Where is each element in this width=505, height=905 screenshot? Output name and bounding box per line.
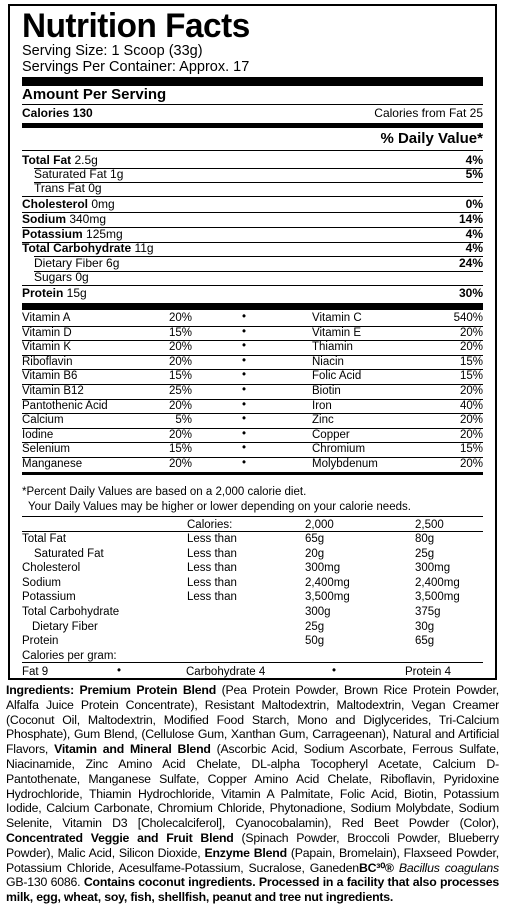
divider: [22, 413, 483, 414]
bullet: •: [242, 427, 247, 440]
vitamin-name: Molybdenum: [312, 458, 378, 470]
vitamin-daily-value: 15%: [459, 355, 483, 368]
vitamin-daily-value: 15%: [459, 443, 483, 456]
vitamin-name: Zinc: [312, 414, 334, 427]
bullet: •: [242, 325, 247, 338]
vitamin-daily-value: 20%: [168, 341, 192, 354]
nutrient-daily-value: 4%: [465, 153, 483, 167]
table-row-name: Saturated Fat: [34, 547, 104, 560]
nutrient-name: Sodium: [22, 212, 66, 226]
table-row-value-2500: 300mg: [415, 562, 451, 575]
table-row-value-2000: 50g: [305, 635, 325, 648]
bullet: •: [242, 384, 247, 396]
calories-value: 130: [72, 106, 93, 120]
table-row-name: Total Carbohydrate: [22, 606, 120, 618]
table-row-comparison: Less than: [187, 562, 237, 575]
vitamin-daily-value: 15%: [168, 326, 192, 339]
vitamin-name: Copper: [312, 428, 350, 441]
daily-value-header: % Daily Value*: [380, 130, 483, 147]
divider: [22, 340, 483, 341]
bullet: •: [242, 369, 247, 382]
table-row-value-2500: 65g: [415, 635, 435, 648]
bullet: •: [332, 665, 337, 677]
divider: [22, 531, 483, 532]
divider: [22, 384, 483, 385]
vitamin-name: Vitamin C: [312, 312, 362, 324]
thick-divider: [22, 303, 483, 310]
table-row-value-2000: 65g: [305, 533, 325, 545]
vitamin-name: Selenium: [22, 443, 70, 456]
ingredient-text: (Papain, Bromelain), Flaxseed Powder, Potassium Chloride, Acesulfame-Potassium, Sucralose, Ganeden: [6, 845, 499, 875]
divider: [22, 285, 483, 286]
nutrient-label: [34, 168, 123, 181]
nutrient-label: [22, 287, 87, 300]
table-row-value-2500: 30g: [415, 620, 435, 633]
nutrient-label: [22, 242, 154, 255]
nutrient-daily-value: 14%: [458, 212, 483, 226]
divider: [22, 355, 483, 356]
vitamin-name: Iron: [312, 399, 332, 412]
footnote-daily-values: *Percent Daily Values are based on a 2,000 calorie diet.: [22, 486, 307, 498]
bullet: •: [242, 442, 247, 455]
nutrient-name: Sugars: [34, 270, 73, 284]
table-row-name: Potassium: [22, 591, 76, 604]
vitamin-daily-value: 15%: [459, 370, 483, 383]
vitamin-name: Vitamin K: [22, 341, 72, 354]
vitamin-name: Folic Acid: [312, 370, 362, 383]
ingredient-bold-text: Vitamin and Mineral Blend: [54, 742, 211, 757]
table-row-value-2500: 25g: [415, 547, 435, 560]
bullet: •: [242, 398, 247, 411]
nutrient-label: [34, 257, 119, 270]
divider: [34, 271, 483, 272]
nutrient-amount: 0g: [72, 270, 89, 284]
ingredient-bold-text: Ingredients: Premium Protein Blend: [6, 683, 217, 697]
nutrient-amount: 15g: [63, 286, 87, 300]
table-row-value-2000: 3,500mg: [305, 591, 350, 604]
bullet: •: [117, 665, 122, 677]
table-row-name: Cholesterol: [22, 562, 81, 575]
nutrient-daily-value: 4%: [465, 241, 483, 255]
nutrient-label: [34, 271, 89, 284]
nutrient-label: [34, 182, 102, 195]
table-row-name: Total Fat: [22, 533, 67, 545]
table-row-value-2500: 2,400mg: [415, 576, 460, 589]
nutrient-amount: 2.5g: [71, 153, 98, 167]
table-row-value-2000: 2,400mg: [305, 576, 350, 589]
table-row-value-2000: 20g: [305, 547, 325, 560]
nutrient-daily-value: 4%: [465, 227, 483, 241]
vitamin-daily-value: 540%: [453, 312, 483, 324]
ingredient-bold-text: Enzyme Blend: [204, 845, 287, 860]
table-row-value-2000: 300mg: [305, 562, 341, 575]
vitamin-name: Biotin: [312, 385, 341, 397]
ingredient-text: (Ascorbic Acid, Sodium Ascorbate, Ferrous Sulfate, Niacinamide, Zinc Amino Acid Chelate, DL-alpha Tocopheryl Acetate, Calcium D-Pantothenate, Manganese Sulfate, Copper Amino Acid Chelate, Riboflavin, Pyridoxine Hydrochloride, Thiamin Hydrochloride, Vitamin A Palmitate, Folic Acid, Biotin, Potassium Iodide, Calcium Carbonate, Chromium Chloride, Phytonadione, Sodium Molybdate, Sodium Selenite, Vitamin D3 [Cholecalciferol], Cyanocobalamin), Red Beet Powder (Color),: [6, 742, 500, 831]
vitamin-name: Calcium: [22, 414, 64, 427]
calories-per-gram-carb: Carbohydrate 4: [186, 666, 266, 678]
vitamin-daily-value: 20%: [459, 385, 483, 397]
table-row-value-2000: 25g: [305, 620, 325, 633]
ingredient-text: (Pea Protein Powder, Brown Rice Protein Powder, Alfalfa Juice Protein Concentrate), Resistant Maltodextrin, Maltodextrin, Vegan Creamer (Coconut Oil, Maltodextrin, Modified Food Starch, Mono and Diglycerides, Tri-Calcium Phosphate), Gum Blend, (Cellulose Gum, Xanthan Gum, Carrageenan), Natural and Artificial Flavors,: [6, 683, 499, 757]
ingredient-bold-text: Contains coconut ingredients. Processed in a facility that also processes milk, egg, wheat, soy, fish, shellfish, peanut and tree nut ingredients.: [6, 875, 499, 905]
nutrition-facts-title: Nutrition Facts: [22, 7, 250, 45]
nutrient-daily-value: 30%: [458, 286, 483, 300]
bullet: •: [242, 311, 247, 323]
vitamin-name: Niacin: [312, 355, 344, 368]
divider: [22, 662, 483, 663]
vitamin-daily-value: 20%: [168, 355, 192, 368]
vitamin-daily-value: 5%: [175, 414, 192, 427]
table-row-value-2000: 300g: [305, 606, 331, 618]
vitamin-name: Vitamin A: [22, 312, 71, 324]
vitamin-daily-value: 20%: [459, 414, 483, 427]
calories-per-gram-label: Calories per gram:: [22, 650, 117, 662]
nutrient-name: Cholesterol: [22, 197, 89, 211]
vitamin-daily-value: 20%: [459, 428, 483, 441]
vitamin-name: Pantothenic Acid: [22, 399, 108, 412]
vitamin-daily-value: 20%: [459, 458, 483, 470]
ingredient-text: (Spinach Powder, Broccoli Powder, Blueberry Powder), Malic Acid, Silicon Dioxide,: [6, 830, 499, 860]
vitamin-name: Vitamin B12: [22, 385, 84, 397]
vitamin-daily-value: 25%: [168, 385, 192, 397]
nutrient-amount: 1g: [106, 167, 124, 181]
table-row-value-2500: 375g: [415, 606, 441, 618]
footnote-calorie-needs: Your Daily Values may be higher or lower depending on your calorie needs.: [28, 501, 411, 513]
calories-label: Calories: [22, 106, 70, 120]
vitamin-name: Thiamin: [312, 341, 353, 354]
vitamin-daily-value: 15%: [168, 370, 192, 383]
nutrient-name: Saturated Fat: [34, 167, 107, 181]
servings-per-container: Servings Per Container: Approx. 17: [22, 59, 250, 75]
ingredient-text: Bacillus coagulans: [393, 860, 499, 875]
nutrient-amount: 11g: [131, 241, 154, 255]
vitamin-daily-value: 20%: [459, 326, 483, 339]
vitamin-name: Vitamin B6: [22, 370, 78, 383]
nutrient-label: [22, 154, 98, 167]
nutrient-label: [22, 213, 106, 226]
serving-size: Serving Size: 1 Scoop (33g): [22, 43, 203, 59]
divider: [22, 326, 483, 327]
medium-divider: [22, 472, 483, 475]
table-row-comparison: Less than: [187, 576, 237, 589]
calories-per-gram-protein: Protein 4: [405, 666, 452, 678]
vitamin-daily-value: 20%: [168, 458, 192, 470]
nutrient-amount: 0g: [84, 181, 102, 195]
nutrient-name: Dietary Fiber: [34, 256, 103, 270]
vitamin-daily-value: 20%: [168, 428, 192, 441]
bullet: •: [242, 340, 247, 353]
nutrient-label: [22, 228, 123, 241]
medium-divider: [22, 123, 483, 128]
divider: [22, 442, 483, 443]
nutrient-daily-value: 0%: [465, 197, 483, 211]
nutrient-amount: 6g: [102, 256, 120, 270]
vitamin-name: Vitamin D: [22, 326, 72, 339]
divider: [22, 150, 483, 151]
bullet: •: [242, 457, 247, 469]
calories-from-fat: Calories from Fat 25: [374, 106, 483, 120]
nutrient-label: [22, 198, 115, 211]
nutrition-facts-panel: [8, 4, 497, 680]
divider: [22, 369, 483, 370]
table-row-comparison: Less than: [187, 547, 237, 560]
amount-per-serving: Amount Per Serving: [22, 86, 167, 103]
table-row-name: Protein: [22, 635, 59, 648]
vitamin-daily-value: 20%: [459, 341, 483, 354]
vitamin-daily-value: 20%: [168, 399, 192, 412]
vitamin-name: Iodine: [22, 428, 54, 441]
table-row-value-2500: 3,500mg: [415, 591, 460, 604]
vitamin-name: Chromium: [312, 443, 366, 456]
table-header-calories: Calories:: [187, 519, 233, 531]
divider: [22, 457, 483, 458]
nutrient-name: Total Fat: [22, 153, 72, 167]
ingredient-bold-text: Concentrated Veggie and Fruit Blend: [6, 830, 234, 845]
nutrient-daily-value: 24%: [458, 256, 483, 270]
table-row-name: Dietary Fiber: [32, 620, 98, 633]
nutrient-name: Total Carbohydrate: [22, 241, 132, 255]
bullet: •: [242, 413, 247, 426]
table-row-comparison: Less than: [187, 533, 237, 545]
divider: [22, 516, 483, 517]
vitamin-name: Riboflavin: [22, 355, 73, 368]
table-row-comparison: Less than: [187, 591, 237, 604]
bullet: •: [242, 354, 247, 367]
vitamin-daily-value: 40%: [459, 399, 483, 412]
table-row-name: Sodium: [22, 576, 61, 589]
table-row-value-2500: 80g: [415, 533, 435, 545]
ingredients-text: [6, 683, 499, 905]
vitamin-name: Vitamin E: [312, 326, 362, 339]
vitamin-name: Manganese: [22, 458, 83, 470]
divider: [22, 104, 483, 105]
nutrient-amount: 340mg: [66, 212, 107, 226]
thick-divider: [22, 77, 483, 86]
calories-per-gram-fat: Fat 9: [22, 666, 49, 678]
table-header-2500: 2,500: [415, 519, 444, 531]
ingredient-text: GB-130 6086.: [6, 875, 84, 890]
table-header-2000: 2,000: [305, 519, 334, 531]
nutrient-name: Potassium: [22, 227, 83, 241]
divider: [22, 428, 483, 429]
vitamin-daily-value: 20%: [168, 312, 192, 324]
nutrient-name: Protein: [22, 286, 64, 300]
vitamin-daily-value: 15%: [168, 443, 192, 456]
ingredient-bold-text: BC³⁰®: [358, 860, 394, 875]
nutrient-daily-value: 5%: [465, 167, 483, 181]
nutrient-name: Trans Fat: [34, 181, 85, 195]
nutrient-amount: 0mg: [88, 197, 115, 211]
nutrient-amount: 125mg: [82, 227, 123, 241]
